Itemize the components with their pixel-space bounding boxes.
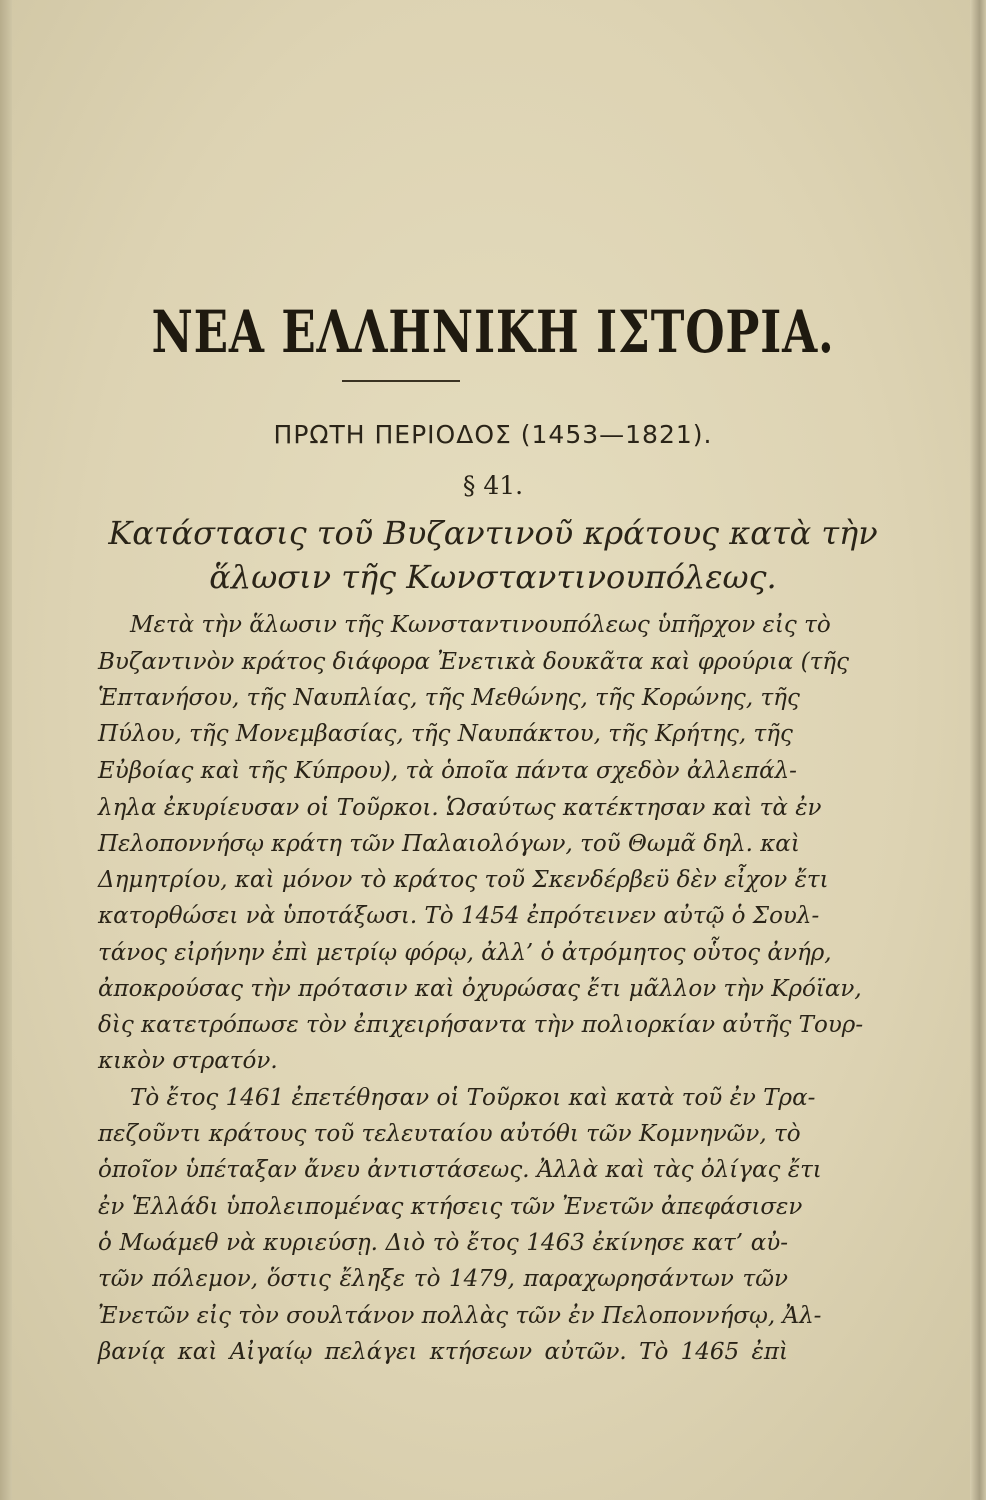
body-line: βανίᾳ καὶ Αἰγαίῳ πελάγει κτήσεων αὐτῶν. Τὸ 1465 ἐπὶ [98,1339,788,1365]
body-line: ἀποκρούσας τὴν πρότασιν καὶ ὀχυρώσας ἔτι μᾶλλον τὴν Κρόϊαν, [98,976,862,1002]
title-divider [342,380,460,382]
page-right-edge [970,0,986,1500]
body-line: Τὸ ἔτος 1461 ἐπετέθησαν οἱ Τοῦρκοι καὶ κατὰ τοῦ ἐν Τρα- [130,1085,816,1111]
body-line: πεζοῦντι κράτους τοῦ τελευταίου αὐτόθι τῶν Κομνηνῶν, τὸ [98,1121,801,1147]
body-line: δὶς κατετρόπωσε τὸν ἐπιχειρήσαντα τὴν πολιορκίαν αὐτῆς Τουρ- [98,1012,864,1038]
body-line: Δημητρίου, καὶ μόνον τὸ κράτος τοῦ Σκενδέρβεϋ δὲν εἶχον ἔτι [98,867,829,893]
body-line: Ἐνετῶν εἰς τὸν σουλτάνον πολλὰς τῶν ἐν Πελοποννήσῳ, Ἀλ- [98,1303,822,1329]
section-heading-line-1: Κατάστασις τοῦ Βυζαντινοῦ κράτους κατὰ τὴν [108,514,878,552]
book-title: ΝΕΑ ΕΛΛΗΝΙΚΗ ΙΣΤΟΡΙΑ. [151,298,835,366]
body-line: ἐν Ἑλλάδι ὑπολειπομένας κτήσεις τῶν Ἐνετῶν ἀπεφάσισεν [98,1194,803,1220]
body-line: κατορθώσει νὰ ὑποτάξωσι. Τὸ 1454 ἐπρότεινεν αὐτῷ ὁ Σουλ- [98,903,820,929]
body-line: τάνος εἰρήνην ἐπὶ μετρίῳ φόρῳ, ἀλλ’ ὁ ἀτρόμητος οὗτος ἀνήρ, [98,940,832,966]
body-line: Μετὰ τὴν ἅλωσιν τῆς Κωνσταντινουπόλεως ὑπῆρχον εἰς τὸ [130,612,831,638]
page-left-edge [0,0,12,1500]
body-line: ὁποῖον ὑπέταξαν ἄνευ ἀντιστάσεως. Ἀλλὰ καὶ τὰς ὀλίγας ἔτι [98,1157,822,1183]
body-line: κικὸν στρατόν. [98,1048,278,1074]
body-line: Εὐβοίας καὶ τῆς Κύπρου), τὰ ὁποῖα πάντα σχεδὸν ἀλλεπάλ- [98,758,797,784]
period-heading: ΠΡΩΤΗ ΠΕΡΙΟΔΟΣ (1453—1821). [273,420,713,449]
body-line: Ἑπτανήσου, τῆς Ναυπλίας, τῆς Μεθώνης, τῆς Κορώνης, τῆς [98,685,800,711]
section-heading-line-2: ἅλωσιν τῆς Κωνσταντινουπόλεως. [209,558,777,596]
section-number: § 41. [462,471,524,500]
body-line: Πελοποννήσῳ κράτη τῶν Παλαιολόγων, τοῦ Θωμᾶ δηλ. καὶ [98,831,800,857]
body-line: τῶν πόλεμον, ὅστις ἔληξε τὸ 1479, παραχωρησάντων τῶν [98,1266,788,1292]
body-line: ληλα ἐκυρίευσαν οἱ Τοῦρκοι. Ὡσαύτως κατέκτησαν καὶ τὰ ἐν [98,795,822,821]
body-line: Βυζαντινὸν κράτος διάφορα Ἐνετικὰ δουκᾶτα καὶ φρούρια (τῆς [98,649,849,675]
body-line: ὁ Μωάμεθ νὰ κυριεύσῃ. Διὸ τὸ ἔτος 1463 ἐκίνησε κατ’ αὐ- [98,1230,788,1256]
body-line: Πύλου, τῆς Μονεμβασίας, τῆς Ναυπάκτου, τῆς Κρήτης, τῆς [98,721,793,747]
